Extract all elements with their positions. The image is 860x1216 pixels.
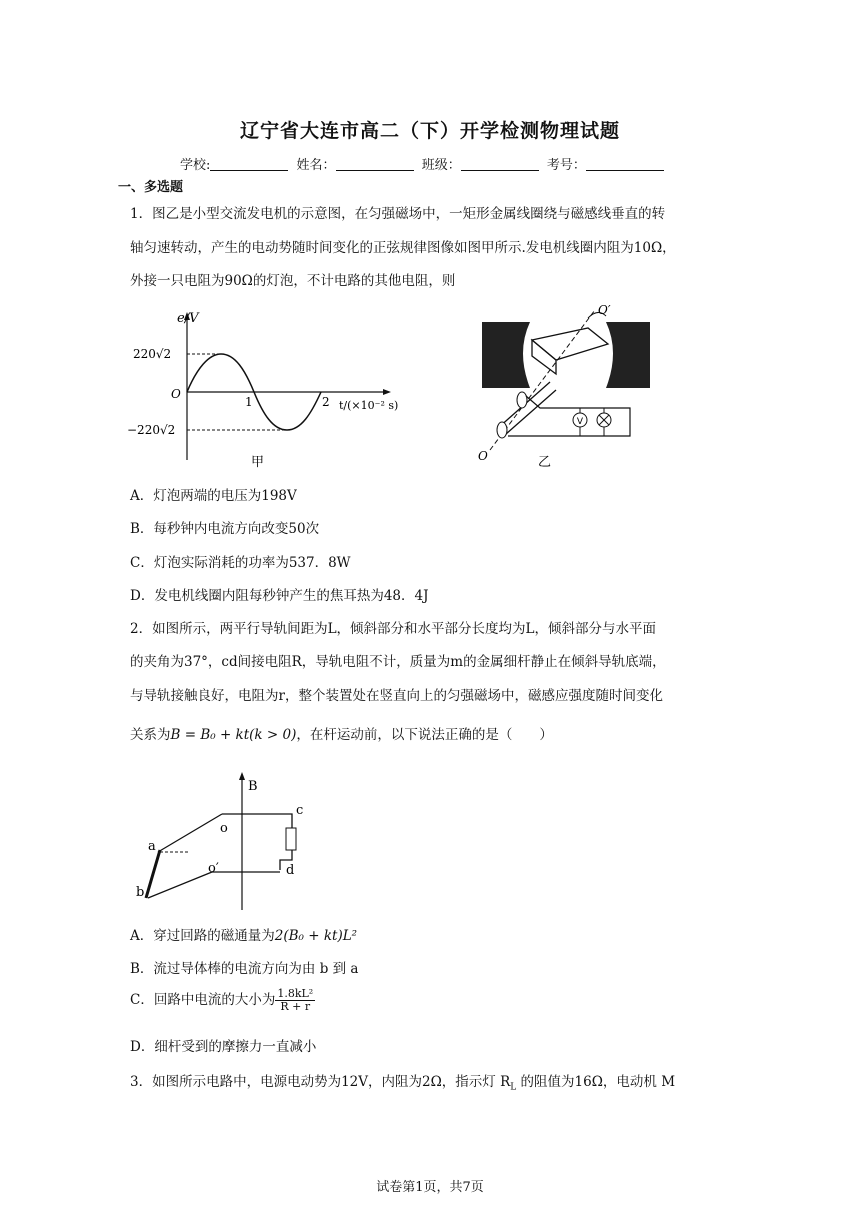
voltmeter-label: V <box>576 417 584 427</box>
left-magnet <box>482 322 530 388</box>
name-blank[interactable] <box>336 158 414 171</box>
school-blank[interactable] <box>210 158 288 171</box>
label-c: c <box>296 803 304 818</box>
label-b: b <box>136 885 145 900</box>
graph-caption: 甲 <box>251 455 265 470</box>
q2-option-c-fraction <box>275 988 315 1013</box>
graph-y-axis-label: e/V <box>177 311 199 326</box>
name-label: 姓名： <box>296 158 336 173</box>
resistor-r <box>286 828 296 850</box>
q1-line-3: 外接一只电阻为90Ω的灯泡，不计电路的其他电阻，则 <box>130 273 456 289</box>
q2-b-formula: B = B₀ + kt(k > 0) <box>170 727 297 743</box>
coil-side <box>532 340 556 374</box>
page-title: 辽宁省大连市高二（下）开学检测物理试题 <box>239 120 620 142</box>
q2-line-2: 的夹角为37°，cd间接电阻R，导轨电阻不计，质量为m的金属细杆静止在倾斜导轨底端， <box>130 654 666 670</box>
q2-line-4-prefix: 关系为 <box>130 727 171 743</box>
class-blank[interactable] <box>461 158 539 171</box>
exam-no-label: 考号： <box>546 158 586 173</box>
q1-option-a[interactable]: A．灯泡两端的电压为198V <box>130 488 297 504</box>
label-o-prime: o′ <box>208 861 219 876</box>
q3-subscript: L <box>510 1082 517 1093</box>
metal-rod <box>146 850 160 898</box>
q2-option-c-text: C．回路中电流的大小为 <box>130 992 276 1008</box>
q1-line-2: 轴匀速转动，产生的电动势随时间变化的正弦规律图像如图甲所示.发电机线圈内阻为10Ω， <box>130 240 676 256</box>
label-a: a <box>148 839 156 854</box>
slip-ring-2 <box>497 422 507 438</box>
shaft-lower <box>506 390 556 434</box>
school-label: 学校: <box>180 158 211 173</box>
x-axis-arrow <box>383 389 391 395</box>
q2-option-d[interactable]: D．细杆受到的摩擦力一直减小 <box>130 1039 317 1055</box>
q2-rail-diagram <box>130 770 320 910</box>
q3-line-1 <box>130 1071 740 1099</box>
q2-option-c[interactable] <box>130 988 315 1013</box>
label-o: o <box>220 821 228 836</box>
label-d: d <box>286 863 295 878</box>
b-field-arrow <box>239 772 245 780</box>
q3-line-1-text: 3．如图所示电路中，电源电动势为12V，内阻为2Ω，指示灯 R <box>130 1074 511 1090</box>
graph-tick-2: 2 <box>322 395 330 409</box>
circuit-wire-bottom <box>508 428 630 436</box>
q1-generator-diagram <box>470 300 670 472</box>
graph-trough-label: −220√2 <box>127 423 176 437</box>
fraction-numerator: 1.8kL² <box>277 987 314 1000</box>
student-info-line <box>180 154 668 173</box>
q2-line-3: 与导轨接触良好，电阻为r，整个装置处在竖直向上的匀强磁场中，磁感应强度随时间变化 <box>130 688 663 704</box>
q2-option-a-text: A．穿过回路的磁通量为 <box>130 928 275 944</box>
q1-option-c[interactable]: C．灯泡实际消耗的功率为537．8W <box>130 555 351 571</box>
q2-option-b[interactable]: B．流过导体棒的电流方向为由 b 到 a <box>130 961 359 977</box>
device-caption: 乙 <box>538 455 552 470</box>
q1-option-d[interactable]: D．发电机线圈内阻每秒钟产生的焦耳热为48．4J <box>130 588 429 604</box>
graph-peak-label: 220√2 <box>133 347 172 361</box>
class-label: 班级： <box>421 158 461 173</box>
right-magnet <box>606 322 650 388</box>
q2-line-4-suffix: ，在杆运动前，以下说法正确的是（ ） <box>296 727 553 743</box>
upper-rail <box>222 814 292 870</box>
exam-no-blank[interactable] <box>586 158 664 171</box>
graph-origin-label: O <box>171 387 181 401</box>
q1-option-b[interactable]: B．每秒钟内电流方向改变50次 <box>130 521 320 537</box>
q2-option-a[interactable] <box>130 924 357 944</box>
slip-ring-1 <box>517 392 527 408</box>
q3-line-1-rest: 的阻值为16Ω，电动机 M <box>516 1074 676 1090</box>
fraction-denominator: R + r <box>280 1000 311 1013</box>
lower-rail-incline <box>148 872 212 898</box>
q2-line-1: 2．如图所示，两平行导轨间距为L，倾斜部分和水平部分长度均为L，倾斜部分与水平面 <box>130 621 657 637</box>
section-title: 一、多选题 <box>118 180 184 195</box>
upper-rail-incline <box>158 814 222 852</box>
q1-emf-graph <box>125 310 425 470</box>
q1-line-1: 1．图乙是小型交流发电机的示意图，在匀强磁场中，一矩形金属线圈绕与磁感线垂直的转 <box>130 206 666 222</box>
axis-top-label: O′ <box>598 303 611 317</box>
b-field-label: B <box>248 779 258 794</box>
graph-x-axis-label: t/(×10⁻² s) <box>339 399 399 412</box>
graph-tick-1: 1 <box>245 395 253 409</box>
q2-line-4 <box>130 724 740 746</box>
axis-bottom-label: O <box>478 449 488 463</box>
q2-option-a-formula: 2(B₀ + kt)L² <box>274 928 358 944</box>
page-footer: 试卷第1页，共7页 <box>376 1180 484 1195</box>
